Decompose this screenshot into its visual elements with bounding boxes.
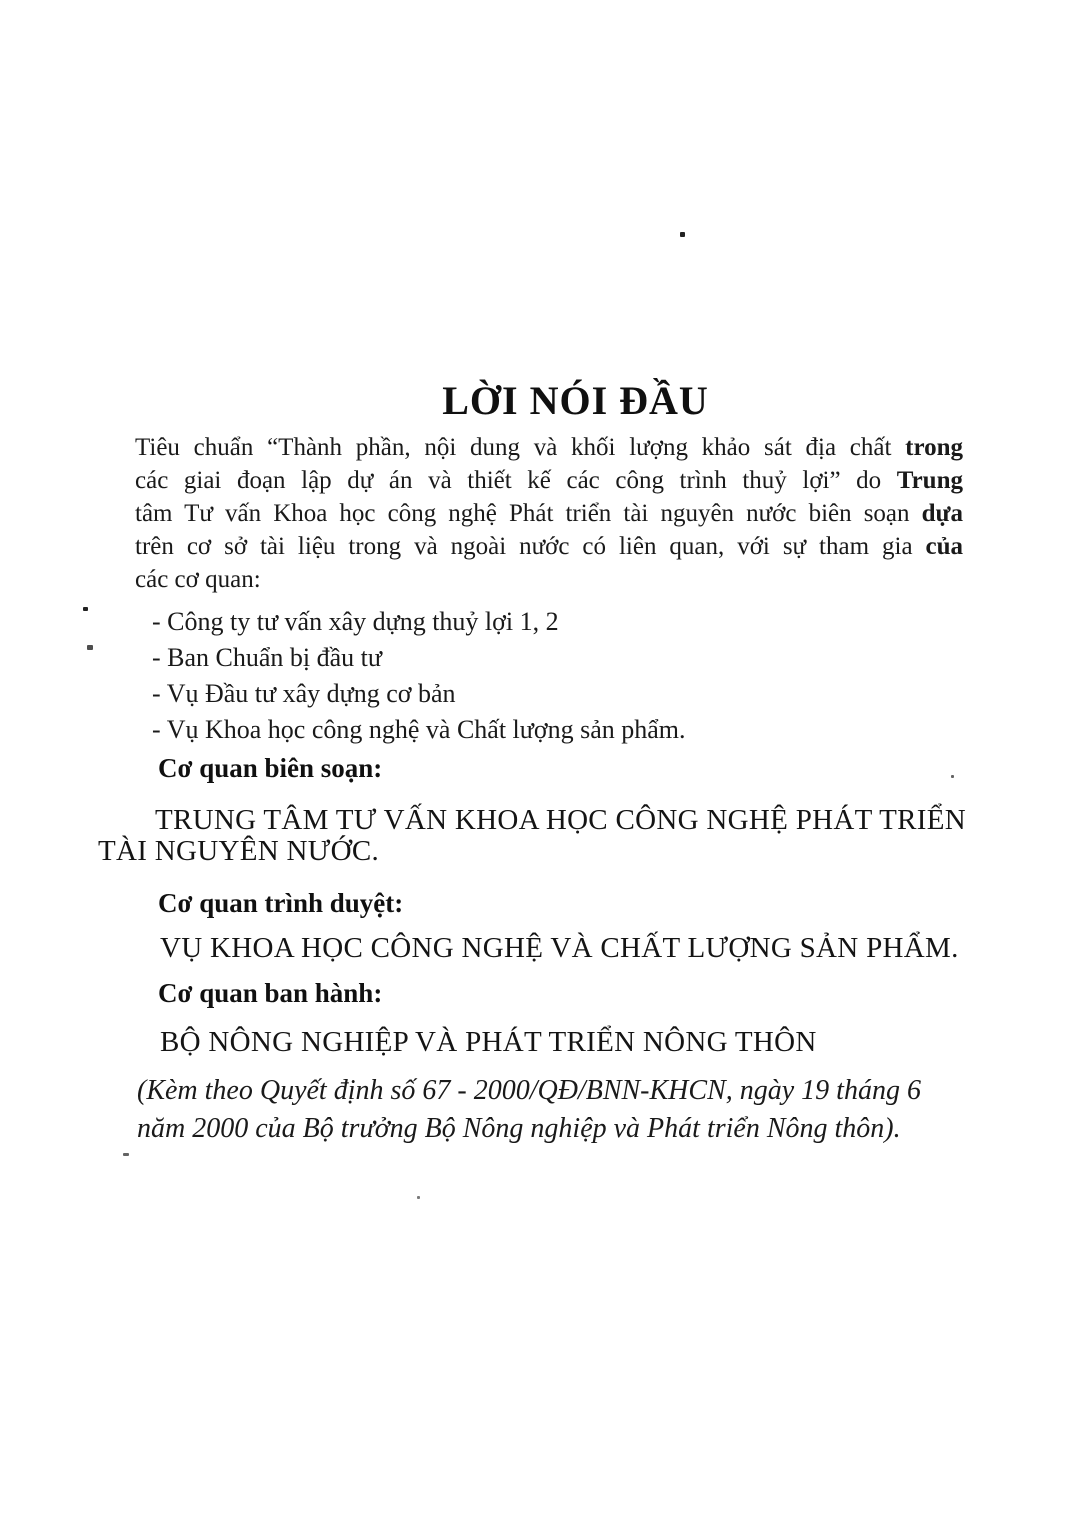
- compiler-org-line-1: TRUNG TÂM TƯ VẤN KHOA HỌC CÔNG NGHỆ PHÁT TRIỂN: [155, 804, 967, 836]
- scan-speck: [680, 232, 685, 237]
- list-item: - Công ty tư vấn xây dựng thuỷ lợi 1, 2: [152, 607, 559, 636]
- intro-paragraph: [135, 431, 963, 596]
- intro-line: Tiêu chuẩn “Thành phần, nội dung và khối lượng khảo sát địa chất trong: [135, 434, 963, 461]
- decree-note: [137, 1072, 957, 1148]
- scan-speck: [417, 1196, 420, 1199]
- intro-line: trên cơ sở tài liệu trong và ngoài nước có liên quan, với sự tham gia của: [135, 533, 963, 560]
- intro-line: các cơ quan:: [135, 566, 261, 593]
- list-item: - Vụ Khoa học công nghệ và Chất lượng sản phẩm.: [152, 715, 686, 744]
- intro-line: các giai đoạn lập dự án và thiết kế các công trình thuỷ lợi” do Trung: [135, 467, 963, 494]
- page-title: LỜI NÓI ĐẦU: [442, 377, 709, 423]
- section-heading-compiler: Cơ quan biên soạn:: [158, 753, 383, 783]
- section-heading-reviewer: Cơ quan trình duyệt:: [158, 888, 404, 918]
- scan-speck: [83, 607, 88, 611]
- decree-note-line-1: (Kèm theo Quyết định số 67 - 2000/QĐ/BNN-KHCN, ngày 19 tháng 6: [137, 1075, 921, 1106]
- section-heading-issuer: Cơ quan ban hành:: [158, 978, 383, 1008]
- scan-speck: [951, 775, 954, 778]
- list-item: - Vụ Đầu tư xây dựng cơ bản: [152, 679, 456, 708]
- scan-speck: [87, 645, 93, 650]
- reviewer-org-name: VỤ KHOA HỌC CÔNG NGHỆ VÀ CHẤT LƯỢNG SẢN PHẨM.: [160, 932, 959, 964]
- compiler-org-name: [98, 805, 1018, 867]
- compiler-org-line-2: TÀI NGUYÊN NƯỚC.: [98, 835, 380, 867]
- intro-line: tâm Tư vấn Khoa học công nghệ Phát triển tài nguyên nước biên soạn dựa: [135, 500, 963, 527]
- list-item: - Ban Chuẩn bị đầu tư: [152, 643, 383, 672]
- issuer-org-name: BỘ NÔNG NGHIỆP VÀ PHÁT TRIỂN NÔNG THÔN: [160, 1026, 817, 1058]
- decree-note-line-2: năm 2000 của Bộ trưởng Bộ Nông nghiệp và Phát triển Nông thôn).: [137, 1113, 901, 1144]
- scan-speck: [123, 1153, 129, 1156]
- agency-list: [152, 604, 892, 748]
